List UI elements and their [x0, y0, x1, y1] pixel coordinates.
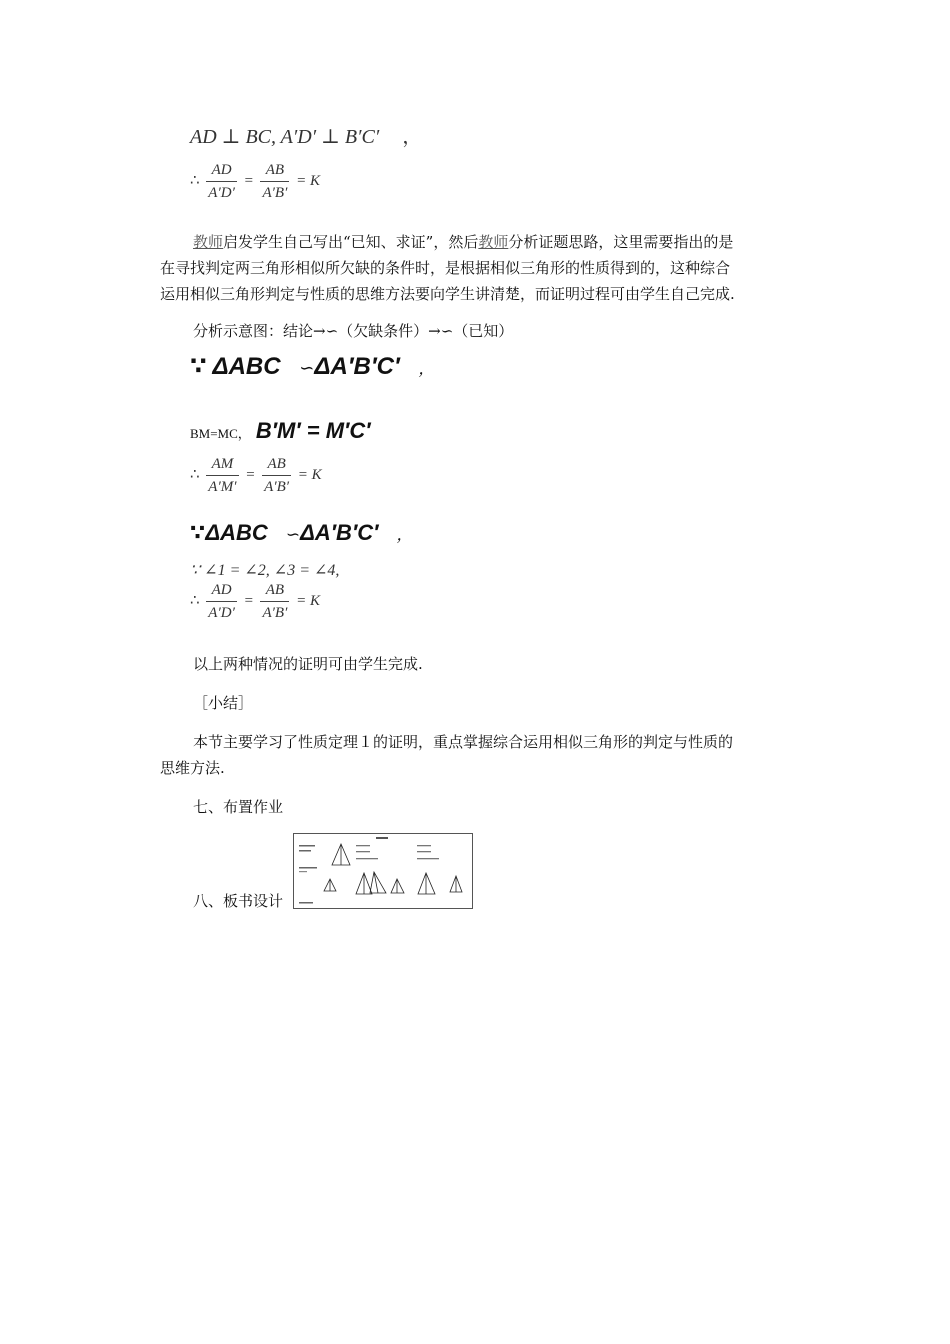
similarity-statement-2 [190, 520, 413, 546]
triangle-abc: ΔABC [212, 353, 281, 380]
fraction-am: $\frac{AM}{A'M'}$ [208, 456, 237, 495]
comma: ， [402, 126, 423, 148]
teacher-link[interactable]: 教师 [478, 233, 509, 251]
perpendicular-condition [190, 120, 422, 149]
equals-k: = K [296, 172, 321, 189]
board-design-image [293, 833, 473, 909]
similar-symbol: ∽ [299, 358, 315, 378]
fraction-ab: $\frac{AB}{A'B'}$ [262, 582, 288, 621]
bm-prime-expr: B′M′ = M′C′ [255, 418, 371, 443]
paragraph-teaching-line1: 教师启发学生自己写出“已知、求证”，然后教师分析证题思路，这里需要指出的是 [193, 233, 734, 251]
perpendicular-expr: AD ⊥ BC, A′D′ ⊥ B′C′ [190, 126, 380, 148]
equals: = [243, 592, 254, 609]
triangle-abc: ΔABC [205, 520, 268, 545]
equals: = [245, 466, 256, 483]
fraction-ad: $\frac{AD}{A'D'}$ [208, 582, 235, 621]
therefore-symbol: ∴ [190, 590, 200, 609]
equals-k: = K [296, 592, 321, 609]
board-design-sketch [294, 834, 472, 908]
because-symbol: ∵ [190, 352, 207, 380]
therefore-symbol: ∴ [190, 464, 200, 483]
because-symbol: ∵ [190, 521, 206, 546]
angle-equalities: ∵ ∠1 = ∠2, ∠3 = ∠4, [190, 562, 340, 579]
summary-line2: 思维方法. [160, 759, 225, 777]
equals: = [243, 172, 254, 189]
section-homework: 七、布置作业 [193, 798, 284, 816]
ratio-am-equation [190, 454, 322, 497]
comma: ， [396, 527, 413, 544]
paragraph-teaching-line2: 在寻找判定两三角形相似所欠缺的条件时，是根据相似三角形的性质得到的，这种综合 [160, 259, 731, 277]
ratio-ad-equation [190, 160, 320, 203]
comma: ， [418, 361, 435, 378]
analysis-diagram-text: 分析示意图：结论→∽（欠缺条件）→∽（已知） [193, 322, 514, 340]
median-condition [190, 418, 371, 444]
ratio-ad-equation-2 [190, 580, 320, 623]
fraction-ab: $\frac{AB}{A'B'}$ [262, 162, 288, 201]
both-cases-text: 以上两种情况的证明可由学生完成. [193, 655, 423, 673]
triangle-a-prime: ΔA′B′C′ [314, 353, 400, 380]
equals-k: = K [297, 466, 322, 483]
similar-symbol: ∽ [285, 525, 301, 544]
similarity-statement-1 [190, 352, 434, 381]
triangle-a-prime: ΔA′B′C′ [300, 520, 379, 545]
therefore-symbol: ∴ [190, 170, 200, 189]
bm-mc-text: BM=MC， [190, 426, 251, 441]
fraction-ab: $\frac{AB}{A'B'}$ [264, 456, 290, 495]
teacher-link[interactable]: 教师 [193, 233, 224, 251]
summary-heading: ［小结］ [193, 694, 254, 712]
summary-line1: 本节主要学习了性质定理１的证明，重点掌握综合运用相似三角形的判定与性质的 [193, 733, 734, 751]
fraction-ad: $\frac{AD}{A'D'}$ [208, 162, 235, 201]
section-board-design: 八、板书设计 [193, 892, 284, 910]
paragraph-teaching-line3: 运用相似三角形判定与性质的思维方法要向学生讲清楚，而证明过程可由学生自己完成. [160, 285, 735, 303]
